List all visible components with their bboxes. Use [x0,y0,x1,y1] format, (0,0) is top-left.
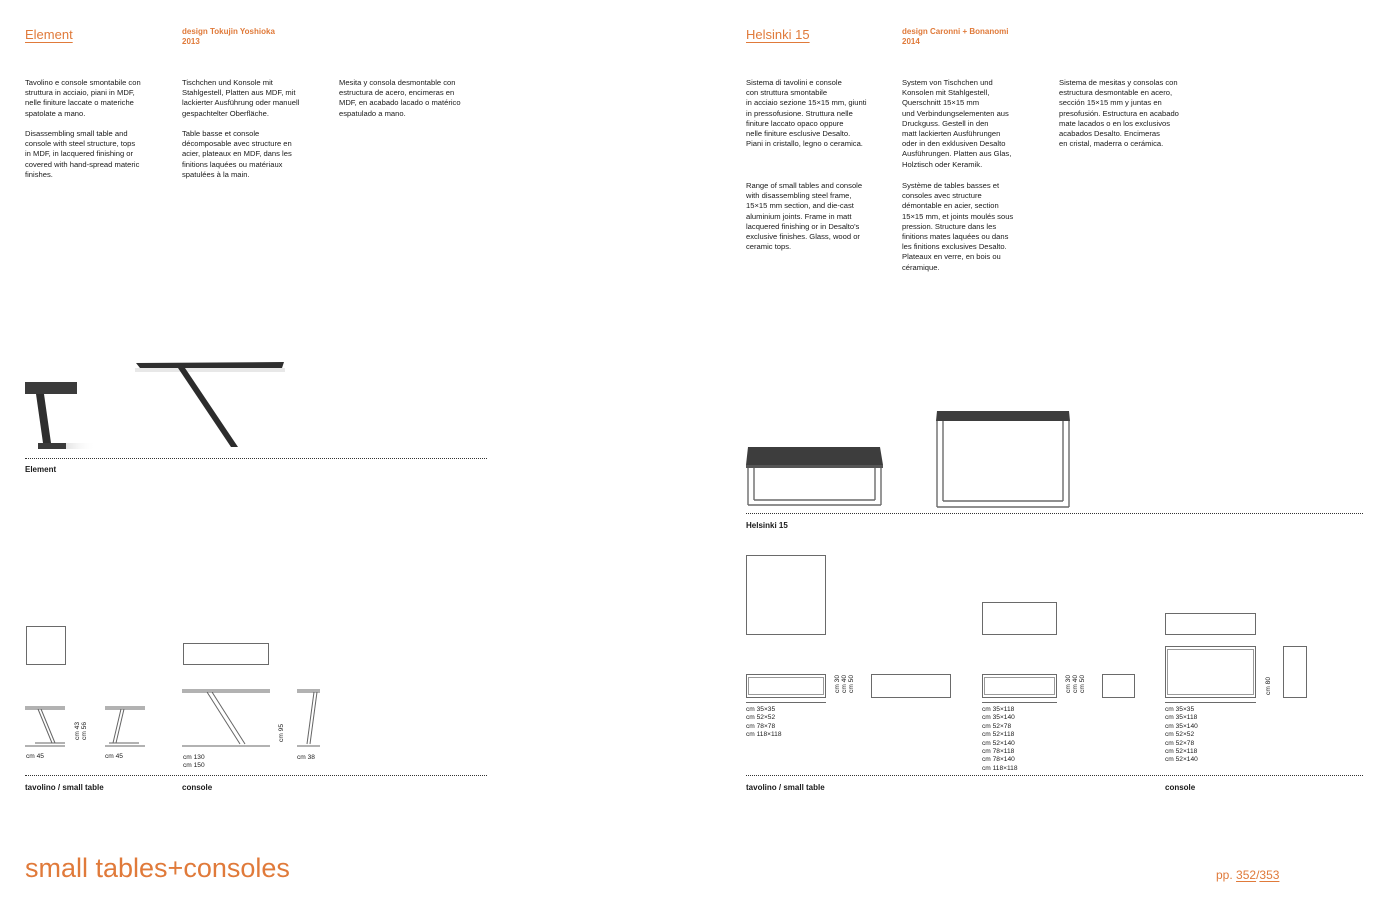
helsinki-console-plan [1165,613,1256,635]
element-console-plan [183,643,269,665]
helsinki-photo [740,405,1080,510]
element-small-table-width-1: cm 45 [26,753,44,760]
page-separator: / [1256,868,1260,882]
helsinki-desc-es: Sistema de mesitas y consolas con estructura desmontable en acero, sección 15×15 mm y juntas en presofusión. Estructura en acabado mate lacados o en los exclusivos acabados Desalto. Encimeras en cristal, maderra o cerámica. [1059,78,1179,149]
helsinki-desc-de: System von Tischchen und Konsolen mit Stahlgestell, Querschnitt 15×15 mm und Verbindungselementen aus Druckguss. Gestell in den matt lackierten Ausführungen oder in den exklusiven Desalto Ausführungen. Platten aus Glas, Holztisch oder Keramik. [902,78,1012,169]
element-photo [20,355,300,455]
helsinki-desc-it: Sistema di tavolini e console con struttura smontabile in acciaio sezione 15×15 mm, giunti in pressofusione. Struttura nelle finiture laccato opaco oppure nelle finiture esclusive Desalto. Piani in cristallo, legno o ceramica. [746,78,867,149]
helsinki-table1-heights: cm 30 cm 40 cm 50 [834,675,855,693]
helsinki-low-table-frame [748,468,881,505]
element-small-table-top [25,382,77,394]
element-small-table-elevations [25,705,155,750]
helsinki-console-frame [937,421,1069,507]
element-design-year: 2013 [182,37,200,46]
page-link-353[interactable]: 353 [1259,868,1280,882]
helsinki-designer-name: design Caronni + Bonanomi [902,27,1009,36]
pages-prefix: pp. [1216,868,1233,882]
helsinki-table2-sizes: cm 35×118 cm 35×140 cm 52×78 cm 52×118 cm 52×140 cm 78×118 cm 78×140 cm 118×118 [982,706,1018,772]
divider [746,775,1363,776]
element-photo-caption: Element [25,465,57,474]
element-console-height: cm 95 [278,724,285,742]
element-small-table-base [38,443,66,449]
element-small-table-leg [36,394,51,443]
element-desc-fr: Table basse et console décomposable avec structure en acier, plateaux en MDF, dans les finitions laquées ou matériaux spatulées à la main. [182,129,292,179]
helsinki-console-sizes: cm 35×35 cm 35×118 cm 35×140 cm 52×52 cm 52×78 cm 52×118 cm 52×140 [1165,706,1198,764]
element-desc-it: Tavolino e console smontabile con struttura in acciaio, piani in MDF, nelle finiture laccate o materiche spatolate a mano. [25,78,141,118]
helsinki-table2-side [1102,674,1135,698]
page-link-352[interactable]: 352 [1236,868,1257,882]
helsinki-designer [902,27,1008,47]
element-console-top [136,362,284,368]
element-designer [182,27,275,47]
element-console-elevations [182,688,322,750]
element-console-leg [178,368,238,447]
helsinki-table2-floor [982,702,1057,703]
helsinki-small-table-caption: tavolino / small table [746,783,825,792]
helsinki-console-front-inner [1167,649,1254,695]
helsinki-table1-plan [746,555,826,635]
helsinki-table1-sizes: cm 35×35 cm 52×52 cm 78×78 cm 118×118 [746,706,782,739]
helsinki-photo-caption: Helsinki 15 [746,521,788,530]
element-console-widths: cm 130 cm 150 [183,754,205,770]
helsinki-table1-side [871,674,951,698]
helsinki-console-caption: console [1165,783,1196,792]
helsinki-table1-front-inner [748,677,824,695]
section-title: small tables+consoles [25,853,290,883]
element-small-table-heights: cm 43 cm 56 [74,722,88,740]
element-title: Element [25,27,73,42]
helsinki-table1-floor [746,702,826,703]
element-designer-name: design Tokujin Yoshioka [182,27,275,36]
element-desc-de: Tischchen und Konsole mit Stahlgestell, Platten aus MDF, mit lackierter Ausführung oder manuell gespachtelter Oberfläche. [182,78,300,118]
element-console-caption: console [182,783,213,792]
helsinki-low-table-top [746,447,883,465]
helsinki-console-height: cm 80 [1265,677,1272,695]
helsinki-desc-fr: Système de tables basses et consoles avec structure démontable en acier, section 15×15 mm, et joints moulés sous pression. Structure dans les finitions mates laquées ou dans les finitions exclusives Desalto. Plateaux en verre, en bois ou céramique. [902,181,1014,272]
helsinki-table2-plan [982,602,1057,635]
helsinki-desc-en: Range of small tables and console with disassembling steel frame, 15×15 mm section, and die-cast aluminium joints. Frame in matt lacquered finishing or in Desalto's exclusive finishes. Glass, wood or ceramic tops. [746,181,863,252]
helsinki-table2-front-inner [984,677,1055,695]
page-numbers [1216,868,1279,882]
helsinki-console-floor [1165,702,1256,703]
divider [746,513,1363,514]
element-console-depth: cm 38 [297,754,315,761]
divider [25,775,487,776]
element-desc-en: Disassembling small table and console with steel structure, tops in MDF, in lacquered finishing or covered with hand-spread materic finishes. [25,129,140,179]
helsinki-console-side [1283,646,1307,698]
helsinki-title: Helsinki 15 [746,27,810,42]
helsinki-table2-heights: cm 30 cm 40 cm 50 [1065,675,1086,693]
element-small-table-plan [26,626,66,665]
helsinki-design-year: 2014 [902,37,920,46]
divider [25,458,487,459]
helsinki-console-top [936,411,1070,421]
element-small-table-width-2: cm 45 [105,753,123,760]
element-desc-es: Mesita y consola desmontable con estructura de acero, encimeras en MDF, en acabado lacado o matérico espatulado a mano. [339,78,461,118]
element-small-table-caption: tavolino / small table [25,783,104,792]
